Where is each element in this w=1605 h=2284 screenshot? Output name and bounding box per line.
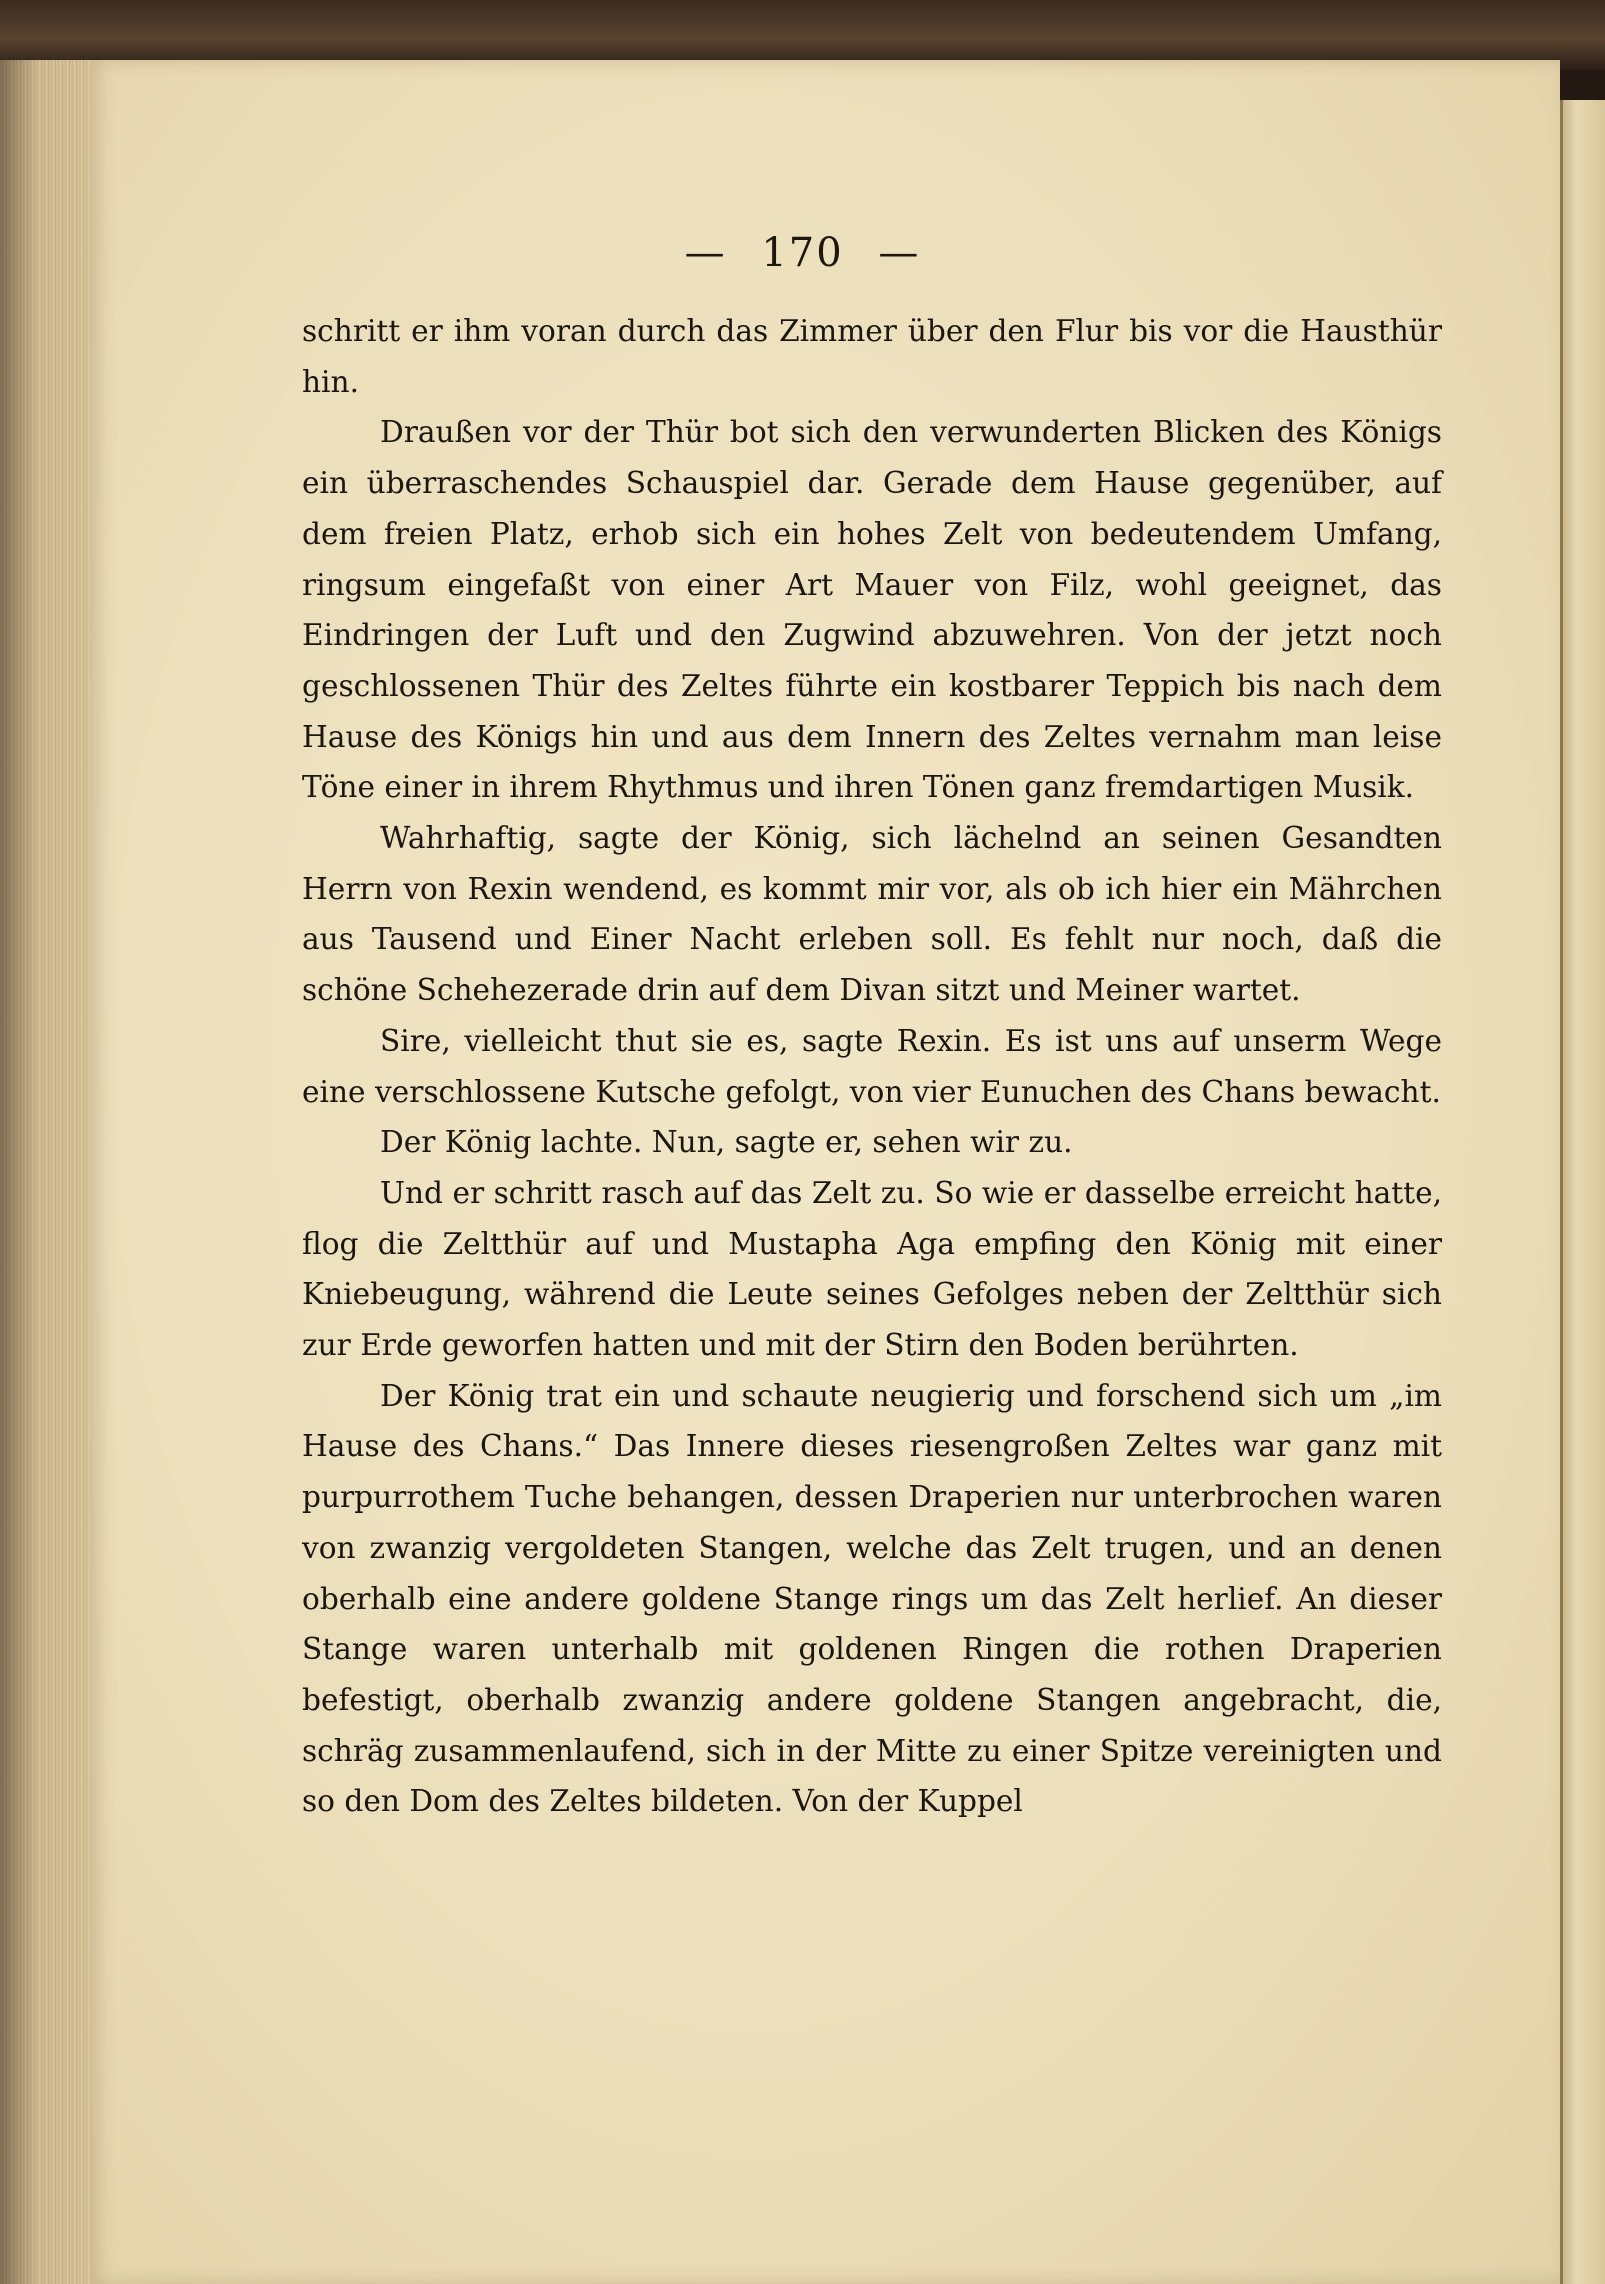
paragraph-4: Sire, vielleicht thut sie es, sagte Rexin. Es ist uns auf unserm Wege eine verschlossene Kutsche gefolgt, von vier Eunuchen des Chans bewacht.: [302, 1023, 1442, 1109]
paragraph-2: Draußen vor der Thür bot sich den verwunderten Blicken des Königs ein überraschendes Schauspiel dar. Gerade dem Hause gegenüber, auf dem freien Platz, erhob sich ein hohes Zelt von bedeutendem Umfang, ringsum eingefaßt von einer Art Mauer von Filz, wohl geeignet, das Eindringen der Luft und den Zugwind abzuwehren. Von der jetzt noch geschlossenen Thür des Zeltes führte ein kostbarer Teppich bis nach dem Hause des Königs hin und aus dem Innern des Zeltes vernahm man leise Töne einer in ihrem Rhythmus und ihren Tönen ganz fremdartigen Musik.: [302, 415, 1442, 805]
page-stack-edge: [0, 60, 97, 2284]
paragraph-5: Der König lachte. Nun, sagte er, sehen wir zu.: [380, 1125, 1073, 1160]
facing-page-edge: [1560, 100, 1605, 2284]
dash-left: —: [684, 230, 727, 276]
running-head: [0, 230, 1605, 276]
page-number: 170: [761, 230, 844, 276]
paragraph-3: Wahrhaftig, sagte der König, sich lächelnd an seinen Gesandten Herrn von Rexin wendend, es kommt mir vor, als ob ich hier ein Mährchen aus Tausend und Einer Nacht erleben soll. Es fehlt nur noch, daß die schöne Schehezerade drin auf dem Divan sitzt und Meiner wartet.: [302, 821, 1442, 1008]
paragraph-7: Der König trat ein und schaute neugierig und forschend sich um „im Hause des Chans.“ Das Innere dieses riesengroßen Zeltes war ganz mit purpurrothem Tuche behangen, dessen Draperien nur unterbrochen waren von zwanzig vergoldeten Stangen, welche das Zelt trugen, und an denen oberhalb eine andere goldene Stange rings um das Zelt herlief. An dieser Stange waren unterhalb mit goldenen Ringen die rothen Draperien befestigt, oberhalb zwanzig andere goldene Stangen angebracht, die, schräg zusammenlaufend, sich in der Mitte zu einer Spitze vereinigten und so den Dom des Zeltes bildeten. Von der Kuppel: [302, 1378, 1442, 1819]
paragraph-1: schritt er ihm voran durch das Zimmer über den Flur bis vor die Hausthür hin.: [302, 314, 1442, 399]
paragraph-6: Und er schritt rasch auf das Zelt zu. So wie er dasselbe erreicht hatte, flog die Zeltthür auf und Mustapha Aga empfing den König mit einer Kniebeugung, während die Leute seines Gefolges neben der Zeltthür sich zur Erde geworfen hatten und mit der Stirn den Boden berührten.: [302, 1175, 1442, 1363]
dash-right: —: [878, 230, 921, 276]
body-text: [302, 306, 1442, 1827]
